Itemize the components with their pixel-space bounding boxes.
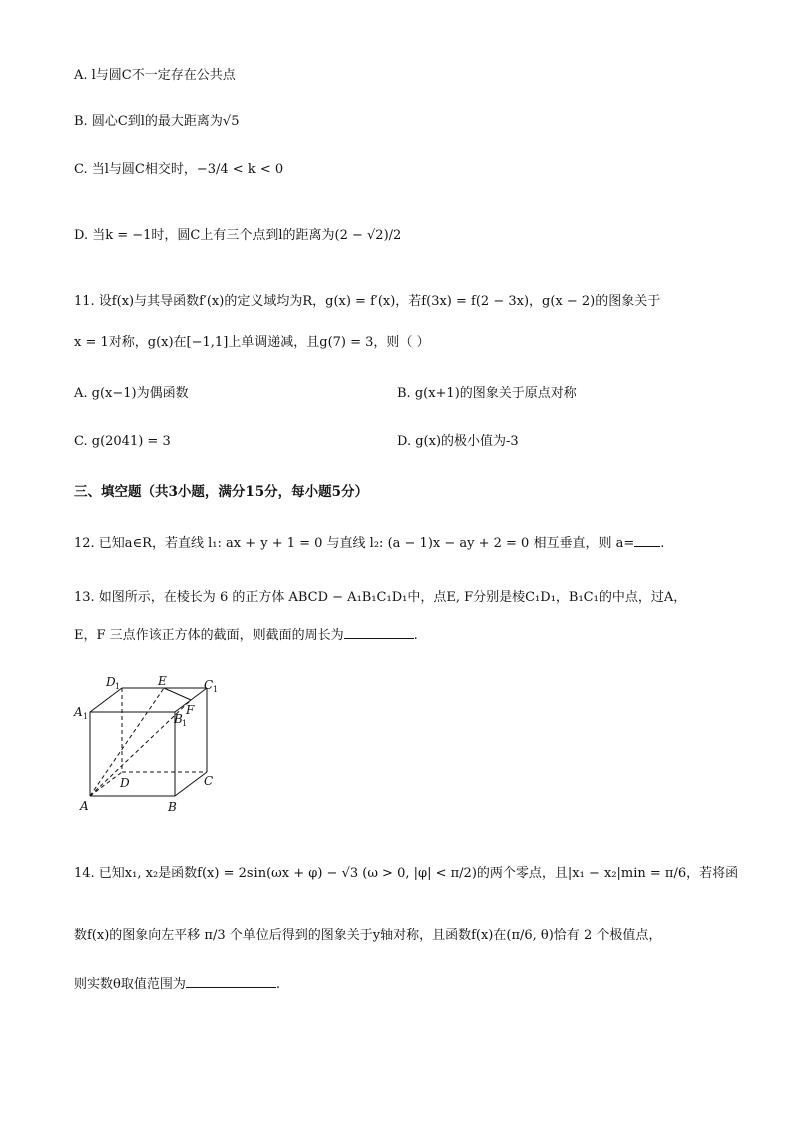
label-f: F [186,703,195,717]
q10-option-a: A. l与圆C不一定存在公共点 [74,68,236,83]
q11-option-c: C. g(2041) = 3 [74,434,171,449]
q11-option-b: B. g(x+1)的图象关于原点对称 [397,386,577,401]
q12-stem [74,532,664,554]
label-b: B [168,800,177,814]
q11-option-a: A. g(x−1)为偶函数 [74,386,189,401]
cube-figure [70,672,230,817]
q11-stem-line1: 11. 设f(x)与其导函数f′(x)的定义域均为R，g(x) = f′(x)，若f(3x) = f(2 − 3x)，g(x − 2)的图象关于 [74,294,661,309]
q11-stem-line2: x = 1对称，g(x)在[−1,1]上单调递减，且g(7) = 3，则（ ） [74,335,430,350]
line-ef [164,688,191,700]
edge-bc [175,772,207,796]
q14-stem-line2: 数f(x)的图象向左平移 π/3 个单位后得到的图象关于y轴对称，且函数f(x)在(π/6, θ)恰有 2 个极值点， [74,928,662,943]
q13-answer-blank[interactable] [344,624,414,639]
label-a: A [80,799,89,813]
q13-end: . [413,628,418,643]
label-b1-sub: 1 [182,719,188,728]
label-d1-sub: 1 [115,682,121,691]
q14-answer-blank[interactable] [186,973,276,988]
label-c1-sub: 1 [213,685,219,694]
label-a1: A [74,705,83,719]
label-a1-sub: 1 [83,712,89,721]
q10-option-c: C. 当l与圆C相交时，−3/4 < k < 0 [74,162,284,177]
q14-end: . [275,977,280,992]
q13-text: E，F 三点作该正方体的截面，则截面的周长为 [74,628,344,643]
q13-stem-line2 [74,624,418,646]
label-d1: D [106,675,116,689]
edge-a1d1 [90,688,122,712]
label-e: E [158,674,167,688]
label-c1: C [204,678,214,692]
q12-text: 12. 已知a∈R，若直线 l₁: ax + y + 1 = 0 与直线 l₂: (a − 1)x − ay + 2 = 0 相互垂直，则 a= [74,536,635,551]
q14-stem-line1: 14. 已知x₁, x₂是函数f(x) = 2sin(ωx + φ) − √3 (ω > 0, |φ| < π/2)的两个零点，且|x₁ − x₂|min = π/6，若将函 [74,866,739,881]
label-d: D [120,776,130,790]
q14-stem-line3 [74,973,280,995]
edge-ad-hidden [90,772,122,796]
label-b1: B [174,712,183,726]
q10-option-d: D. 当k = −1时，圆C上有三个点到l的距离为(2 − √2)/2 [74,228,402,243]
q12-answer-blank[interactable] [634,532,660,547]
q13-stem-line1: 13. 如图所示，在棱长为 6 的正方体 ABCD − A₁B₁C₁D₁中，点E, F分别是棱C₁D₁，B₁C₁的中点，过A， [74,590,687,605]
q14-text: 则实数θ取值范围为 [74,977,186,992]
q12-end: . [660,536,665,551]
section-title: 三、填空题（共3小题，满分15分，每小题5分） [74,484,369,500]
q10-option-b: B. 圆心C到l的最大距离为√5 [74,114,240,129]
label-c: C [204,774,214,788]
q11-option-d: D. g(x)的极小值为-3 [397,434,519,449]
